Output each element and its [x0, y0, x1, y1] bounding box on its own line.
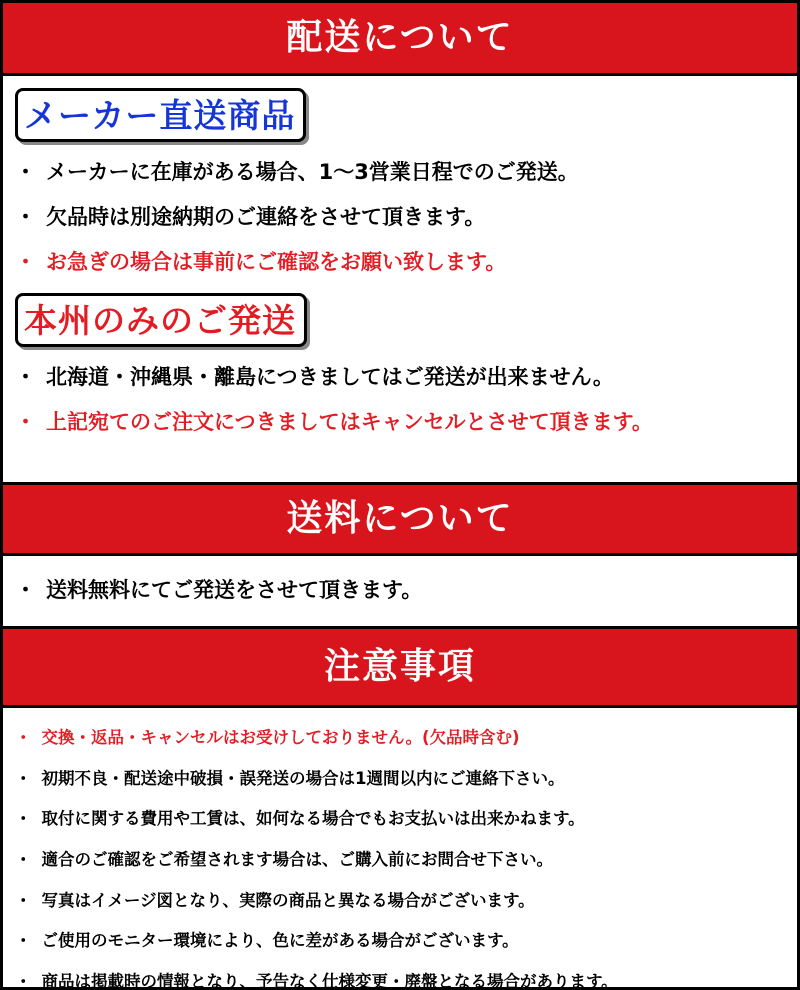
list-item — [15, 148, 797, 193]
bullet-dot: ・ — [15, 931, 32, 951]
list-item-text: 上記宛てのご注文につきましてはキャンセルとさせて頂きます。 — [46, 409, 653, 434]
bullet-dot: ・ — [15, 850, 32, 870]
bullet-dot: ・ — [15, 204, 36, 229]
list-item — [15, 960, 797, 990]
honshu-only-title: 本州のみのご発送 — [15, 293, 307, 347]
direct-ship-title: メーカー直送商品 — [15, 88, 306, 142]
list-item — [15, 193, 797, 238]
bullet-dot: ・ — [15, 809, 32, 829]
list-item-text: 初期不良・配送途中破損・誤発送の場合は1週間以内にご連絡下さい。 — [41, 768, 565, 788]
list-item — [15, 757, 797, 798]
shipping-section — [3, 76, 797, 482]
bullet-dot: ・ — [15, 364, 36, 389]
list-item-text: 商品は掲載時の情報となり、予告なく仕様変更・廃盤となる場合があります。 — [41, 971, 618, 990]
list-item-text: 交換・返品・キャンセルはお受けしておりません。(欠品時含む) — [41, 728, 520, 748]
list-item-text: お急ぎの場合は事前にご確認をお願い致します。 — [46, 249, 507, 274]
list-item-text: 写真はイメージ図となり、実際の商品と異なる場合がございます。 — [41, 890, 535, 910]
shipping-header: 配送について — [3, 3, 797, 73]
bullet-dot: ・ — [15, 971, 32, 990]
bullet-dot: ・ — [15, 249, 36, 274]
list-item — [15, 878, 797, 919]
list-item-text: メーカーに在庫がある場合、1～3営業日程でのご発送。 — [46, 159, 579, 184]
list-item — [15, 838, 797, 879]
list-item-text: 欠品時は別途納期のご連絡をさせて頂きます。 — [46, 204, 486, 229]
fee-header: 送料について — [3, 485, 797, 553]
bullet-dot: ・ — [15, 577, 36, 602]
bullet-dot: ・ — [15, 890, 32, 910]
bullet-dot: ・ — [15, 409, 36, 434]
list-item-warning — [15, 398, 797, 443]
fee-section — [3, 556, 797, 626]
list-item-text: 北海道・沖縄県・離島につきましてはご発送が出来ません。 — [46, 364, 614, 389]
list-item-text: ご使用のモニター環境により、色に差がある場合がございます。 — [41, 931, 519, 951]
list-item-warning — [15, 716, 797, 757]
list-item-text: 取付に関する費用や工賃は、如何なる場合でもお支払いは出来かねます。 — [41, 809, 585, 829]
list-item-warning — [15, 238, 797, 283]
list-item — [15, 919, 797, 960]
notes-header: 注意事項 — [3, 629, 797, 705]
bullet-dot: ・ — [15, 768, 32, 788]
list-item — [15, 566, 797, 611]
list-item — [15, 353, 797, 398]
list-item — [15, 797, 797, 838]
list-item-text: 送料無料にてご発送をさせて頂きます。 — [46, 577, 423, 602]
bullet-dot: ・ — [15, 728, 32, 748]
bullet-dot: ・ — [15, 159, 36, 184]
list-item-text: 適合のご確認をご希望されます場合は、ご購入前にお問合せ下さい。 — [41, 850, 553, 870]
notes-section — [3, 708, 797, 990]
